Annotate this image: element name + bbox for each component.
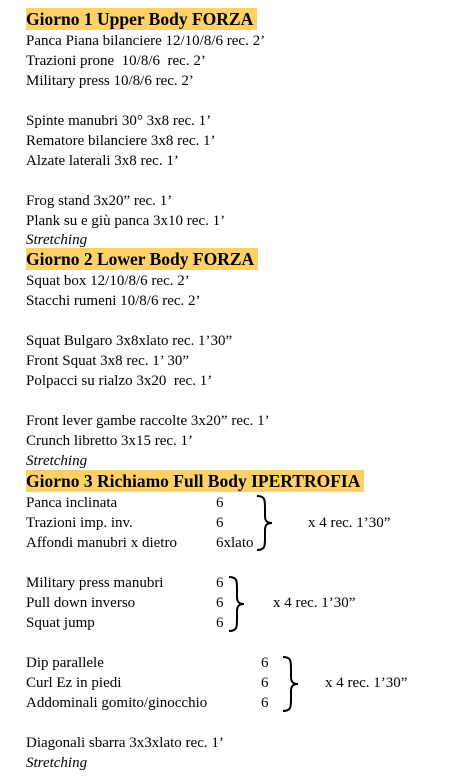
exercise-line: Rematore bilanciere 3x8 rec. 1’ bbox=[26, 133, 216, 149]
set-scheme: x 4 rec. 1’30” bbox=[325, 675, 408, 691]
exercise-line: Squat Bulgaro 3x8xlato rec. 1’30” bbox=[26, 333, 233, 349]
exercise-reps: 6 bbox=[216, 575, 224, 591]
exercise-reps: 6 bbox=[216, 595, 224, 611]
exercise-line: Diagonali sbarra 3x3xlato rec. 1’ bbox=[26, 735, 224, 751]
exercise-reps: 6 bbox=[261, 675, 269, 691]
exercise-line: Military press 10/8/6 rec. 2’ bbox=[26, 73, 194, 89]
exercise-line: Trazioni prone 10/8/6 rec. 2’ bbox=[26, 53, 206, 69]
exercise-name: Dip parallele bbox=[26, 655, 104, 671]
exercise-line: Panca Piana bilanciere 12/10/8/6 rec. 2’ bbox=[26, 33, 266, 49]
exercise-name: Trazioni imp. inv. bbox=[26, 515, 133, 531]
exercise-name: Curl Ez in piedi bbox=[26, 675, 122, 691]
exercise-line: Polpacci su rialzo 3x20 rec. 1’ bbox=[26, 373, 213, 389]
exercise-line: Crunch libretto 3x15 rec. 1’ bbox=[26, 433, 194, 449]
exercise-line: Spinte manubri 30° 3x8 rec. 1’ bbox=[26, 113, 212, 129]
day2-heading: Giorno 2 Lower Body FORZA bbox=[26, 248, 258, 270]
day1-heading: Giorno 1 Upper Body FORZA bbox=[26, 8, 257, 30]
exercise-reps: 6 bbox=[261, 695, 269, 711]
right-brace-icon bbox=[254, 494, 274, 552]
exercise-line: Alzate laterali 3x8 rec. 1’ bbox=[26, 153, 179, 169]
exercise-name: Military press manubri bbox=[26, 575, 164, 591]
exercise-name: Addominali gomito/ginocchio bbox=[26, 695, 208, 711]
set-scheme: x 4 rec. 1’30” bbox=[308, 515, 391, 531]
exercise-line: Front lever gambe raccolte 3x20” rec. 1’ bbox=[26, 413, 270, 429]
exercise-name: Panca inclinata bbox=[26, 495, 118, 511]
stretching-label: Stretching bbox=[26, 232, 88, 248]
exercise-reps: 6 bbox=[216, 495, 224, 511]
set-scheme: x 4 rec. 1’30” bbox=[273, 595, 356, 611]
stretching-label: Stretching bbox=[26, 755, 88, 771]
exercise-reps: 6 bbox=[216, 615, 224, 631]
exercise-reps: 6xlato bbox=[216, 535, 254, 551]
exercise-line: Frog stand 3x20” rec. 1’ bbox=[26, 193, 173, 209]
stretching-label: Stretching bbox=[26, 453, 88, 469]
exercise-line: Stacchi rumeni 10/8/6 rec. 2’ bbox=[26, 293, 201, 309]
exercise-name: Squat jump bbox=[26, 615, 95, 631]
exercise-line: Squat box 12/10/8/6 rec. 2’ bbox=[26, 273, 190, 289]
exercise-reps: 6 bbox=[261, 655, 269, 671]
right-brace-icon bbox=[226, 575, 246, 633]
right-brace-icon bbox=[280, 655, 300, 713]
exercise-name: Affondi manubri x dietro bbox=[26, 535, 177, 551]
day3-heading: Giorno 3 Richiamo Full Body IPERTROFIA bbox=[26, 470, 364, 492]
exercise-name: Pull down inverso bbox=[26, 595, 136, 611]
exercise-line: Plank su e giù panca 3x10 rec. 1’ bbox=[26, 213, 226, 229]
exercise-line: Front Squat 3x8 rec. 1’ 30” bbox=[26, 353, 190, 369]
exercise-reps: 6 bbox=[216, 515, 224, 531]
